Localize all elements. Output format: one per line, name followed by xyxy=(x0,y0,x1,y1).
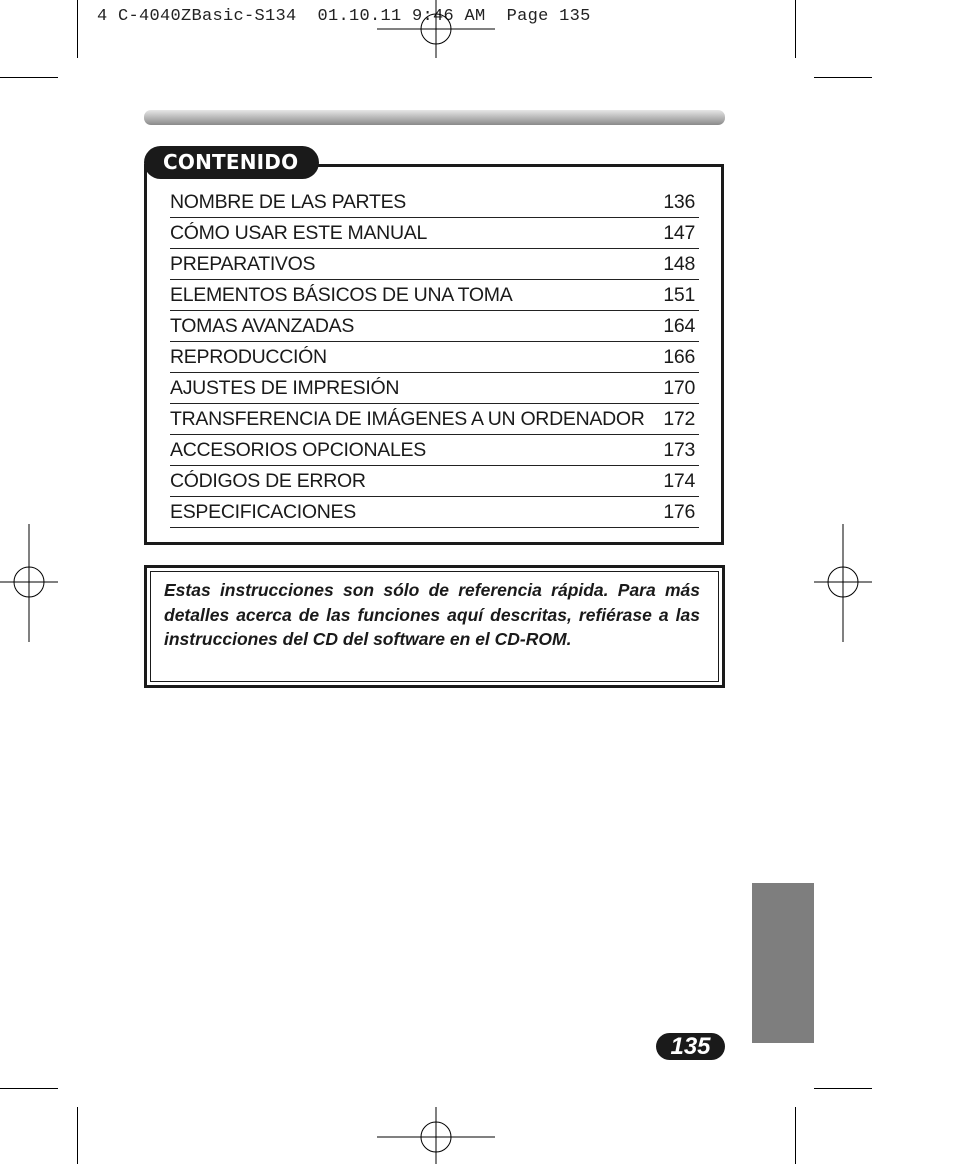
crop-mark xyxy=(814,1088,872,1089)
toc-entry-page: 148 xyxy=(663,253,695,275)
crop-mark xyxy=(795,0,796,58)
toc-entry[interactable] xyxy=(170,497,699,528)
toc-entry[interactable] xyxy=(170,466,699,497)
print-slug: 4 C-4040ZBasic-S134 01.10.11 9:46 AM Page 135 xyxy=(97,7,591,26)
section-thumb-tab xyxy=(752,883,814,1043)
toc-entry-page: 164 xyxy=(663,315,695,337)
toc-entry-title: TRANSFERENCIA DE IMÁGENES A UN ORDENADOR xyxy=(170,408,645,430)
registration-mark-top xyxy=(377,0,495,58)
toc-entry-title: NOMBRE DE LAS PARTES xyxy=(170,191,407,213)
toc-entry-page: 176 xyxy=(663,501,695,523)
toc-entry[interactable] xyxy=(170,342,699,373)
toc-entry-page: 172 xyxy=(663,408,695,430)
toc-entry-title: ELEMENTOS BÁSICOS DE UNA TOMA xyxy=(170,284,513,306)
toc-entry-title: TOMAS AVANZADAS xyxy=(170,315,355,337)
toc-entry[interactable] xyxy=(170,435,699,466)
toc-entry-title: CÓDIGOS DE ERROR xyxy=(170,470,366,492)
toc-entry[interactable] xyxy=(170,404,699,435)
toc-entry[interactable] xyxy=(170,218,699,249)
toc-entry[interactable] xyxy=(170,311,699,342)
note-text: Estas instrucciones son sólo de referencia rápida. Para más detalles acerca de las funciones aquí descritas, refiérase a las instrucciones del CD del software en el CD-ROM. xyxy=(164,580,700,649)
registration-mark-bottom xyxy=(377,1107,495,1164)
toc-entry-title: PREPARATIVOS xyxy=(170,253,316,275)
contents-heading: CONTENIDO xyxy=(144,146,319,179)
crop-mark xyxy=(0,77,58,78)
toc-entry-page: 173 xyxy=(663,439,695,461)
header-bar xyxy=(144,110,725,125)
toc-entry-title: CÓMO USAR ESTE MANUAL xyxy=(170,222,427,244)
toc-entry[interactable] xyxy=(170,249,699,280)
toc-entry-page: 166 xyxy=(663,346,695,368)
crop-mark xyxy=(814,77,872,78)
toc-entry[interactable] xyxy=(170,187,699,218)
toc-entry-page: 147 xyxy=(663,222,695,244)
crop-mark xyxy=(0,1088,58,1089)
toc-entry-title: ACCESORIOS OPCIONALES xyxy=(170,439,426,461)
contents-list xyxy=(170,187,699,528)
toc-entry-title: REPRODUCCIÓN xyxy=(170,346,327,368)
note-box xyxy=(144,565,725,688)
toc-entry-page: 151 xyxy=(663,284,695,306)
registration-mark-right xyxy=(814,524,872,642)
crop-mark xyxy=(77,1107,78,1164)
toc-entry[interactable] xyxy=(170,373,699,404)
toc-entry-title: ESPECIFICACIONES xyxy=(170,501,356,523)
crop-mark xyxy=(77,0,78,58)
toc-entry[interactable] xyxy=(170,280,699,311)
toc-entry-title: AJUSTES DE IMPRESIÓN xyxy=(170,377,400,399)
crop-mark xyxy=(795,1107,796,1164)
toc-entry-page: 174 xyxy=(663,470,695,492)
toc-entry-page: 136 xyxy=(663,191,695,213)
toc-entry-page: 170 xyxy=(663,377,695,399)
registration-mark-left xyxy=(0,524,58,642)
page-number: 135 xyxy=(656,1033,725,1060)
